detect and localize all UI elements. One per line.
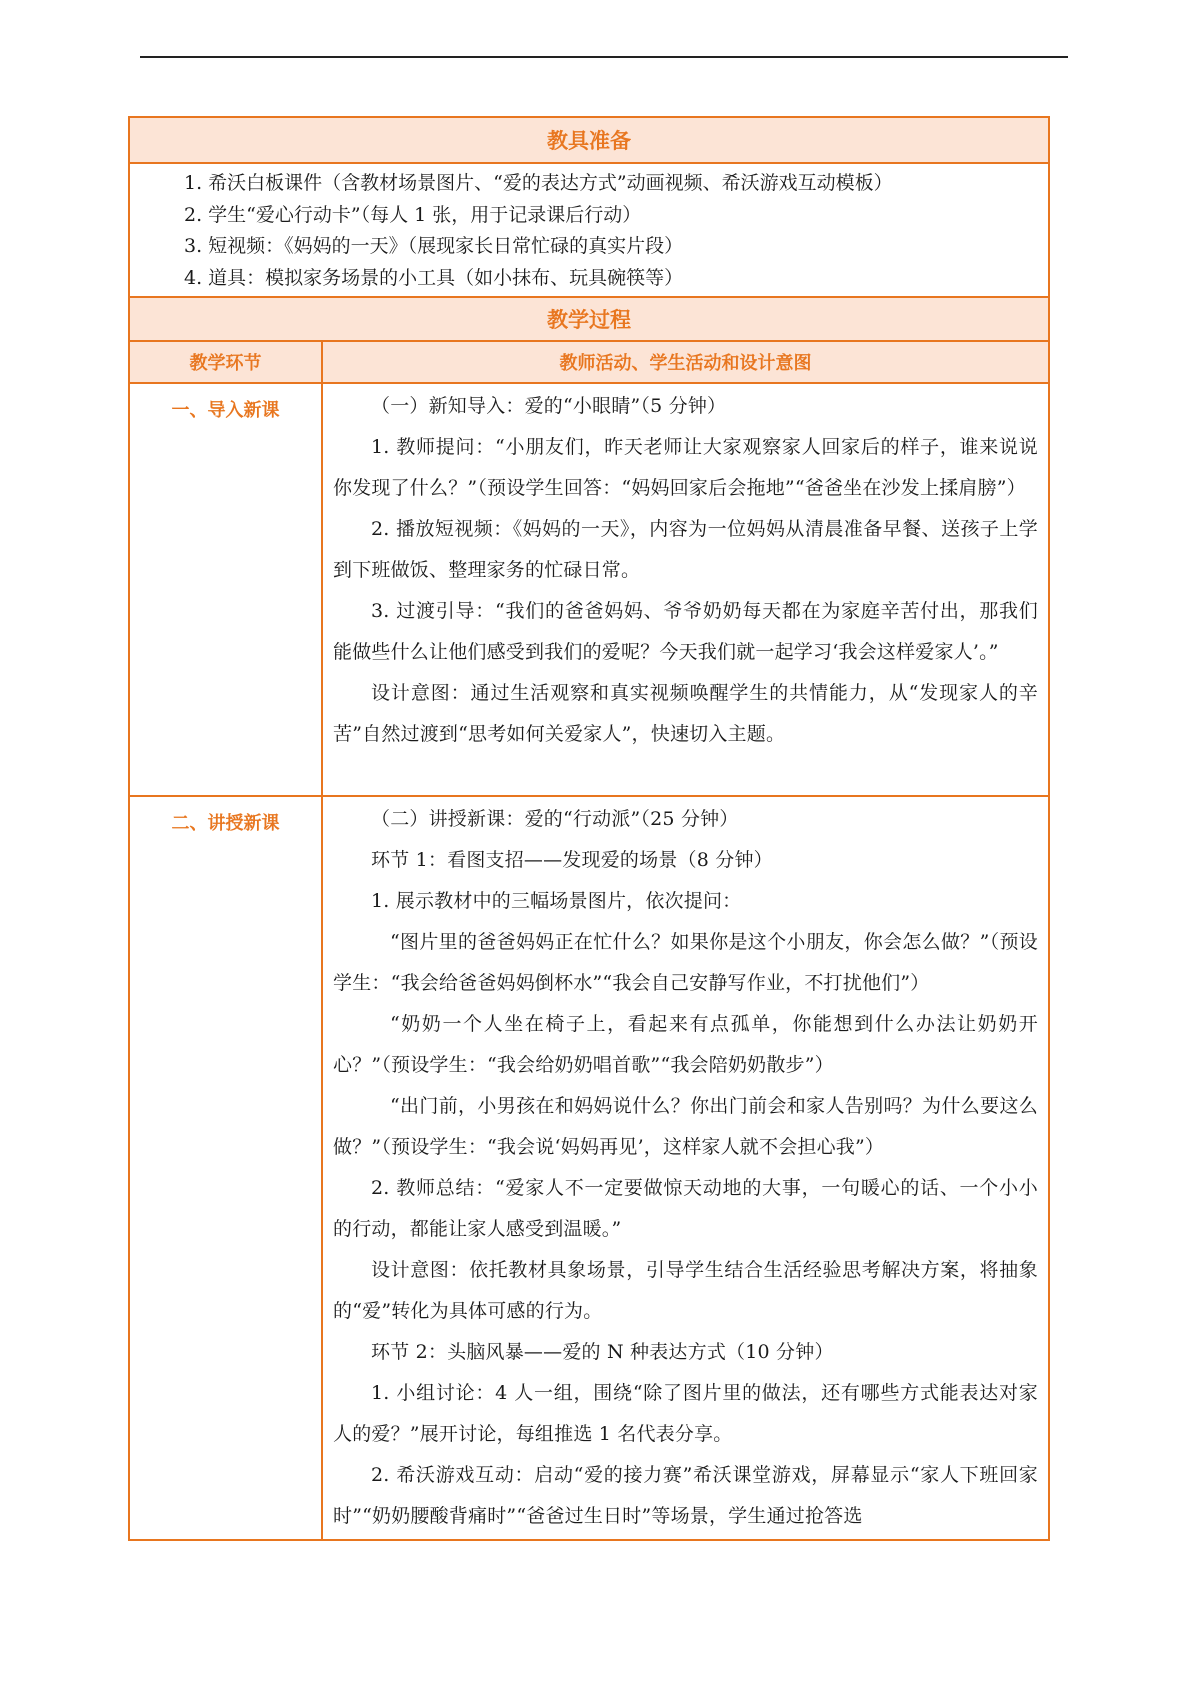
process-title: 教学过程 [547,308,631,332]
paragraph: 1. 教师提问：“小朋友们，昨天老师让大家观察家人回家后的样子，谁来说说你发现了什么？”（预设学生回答：“妈妈回家后会拖地”“爸爸坐在沙发上揉肩膀”） [333,436,1038,499]
paragraph: “图片里的爸爸妈妈正在忙什么？如果你是这个小朋友，你会怎么做？”（预设学生：“我会给爸爸妈妈倒杯水”“我会自己安静写作业，不打扰他们”） [333,931,1038,994]
prep-item: 2. 学生“爱心行动卡”（每人 1 张，用于记录课后行动） [184,203,642,226]
paragraph: 2. 播放短视频：《妈妈的一天》，内容为一位妈妈从清晨准备早餐、送孩子上学到下班做饭、整理家务的忙碌日常。 [333,518,1038,581]
paragraph: 环节 1：看图支招——发现爱的场景（8 分钟） [371,849,773,871]
prep-title: 教具准备 [547,129,631,153]
stage-label: 一、导入新课 [130,384,323,795]
paragraph: （二）讲授新课：爱的“行动派”（25 分钟） [371,808,739,830]
section-content [323,797,1048,1539]
prep-list [130,162,1048,296]
section-row-intro [130,382,1048,795]
header-rule [140,56,1068,58]
prep-item: 1. 希沃白板课件（含教材场景图片、“爱的表达方式”动画视频、希沃游戏互动模板） [184,172,893,194]
process-title-row [130,296,1048,340]
stage-label: 二、讲授新课 [130,797,323,1539]
prep-title-row [130,118,1048,162]
paragraph: “出门前，小男孩在和妈妈说什么？你出门前会和家人告别吗？为什么要这么做？”（预设学生：“我会说‘妈妈再见’，这样家人就不会担心我”） [333,1095,1038,1158]
col-stage-header: 教学环节 [130,342,323,382]
prep-item: 4. 道具：模拟家务场景的小工具（如小抹布、玩具碗筷等） [184,266,684,289]
section-row-teach [130,795,1048,1539]
section-content [323,384,1048,795]
paragraph: 3. 过渡引导：“我们的爸爸妈妈、爷爷奶奶每天都在为家庭辛苦付出，那我们能做些什么让他们感受到我们的爱呢？今天我们就一起学习‘我会这样爱家人’。” [333,600,1038,663]
paragraph: 环节 2：头脑风暴——爱的 N 种表达方式（10 分钟） [371,1341,834,1363]
paragraph: “奶奶一个人坐在椅子上，看起来有点孤单，你能想到什么办法让奶奶开心？”（预设学生：“我会给奶奶唱首歌”“我会陪奶奶散步”） [333,1013,1038,1076]
prep-item: 3. 短视频：《妈妈的一天》（展现家长日常忙碌的真实片段） [184,235,684,257]
column-header-row [130,340,1048,382]
lesson-table [128,116,1050,1541]
paragraph: 1. 展示教材中的三幅场景图片，依次提问： [371,890,742,912]
paragraph: 1. 小组讨论：4 人一组，围绕“除了图片里的做法，还有哪些方式能表达对家人的爱？”展开讨论，每组推选 1 名代表分享。 [333,1382,1038,1445]
paragraph: 设计意图：通过生活观察和真实视频唤醒学生的共情能力，从“发现家人的辛苦”自然过渡到“思考如何关爱家人”，快速切入主题。 [333,682,1038,745]
col-activity-header: 教师活动、学生活动和设计意图 [559,353,812,374]
paragraph: 2. 教师总结：“爱家人不一定要做惊天动地的大事，一句暖心的话、一个小小的行动，都能让家人感受到温暖。” [333,1177,1038,1240]
paragraph: （一）新知导入：爱的“小眼睛”（5 分钟） [371,395,727,417]
paragraph: 2. 希沃游戏互动：启动“爱的接力赛”希沃课堂游戏，屏幕显示“家人下班回家时”“奶奶腰酸背痛时”“爸爸过生日时”等场景，学生通过抢答选 [333,1464,1038,1527]
paragraph: 设计意图：依托教材具象场景，引导学生结合生活经验思考解决方案，将抽象的“爱”转化为具体可感的行为。 [333,1259,1038,1322]
